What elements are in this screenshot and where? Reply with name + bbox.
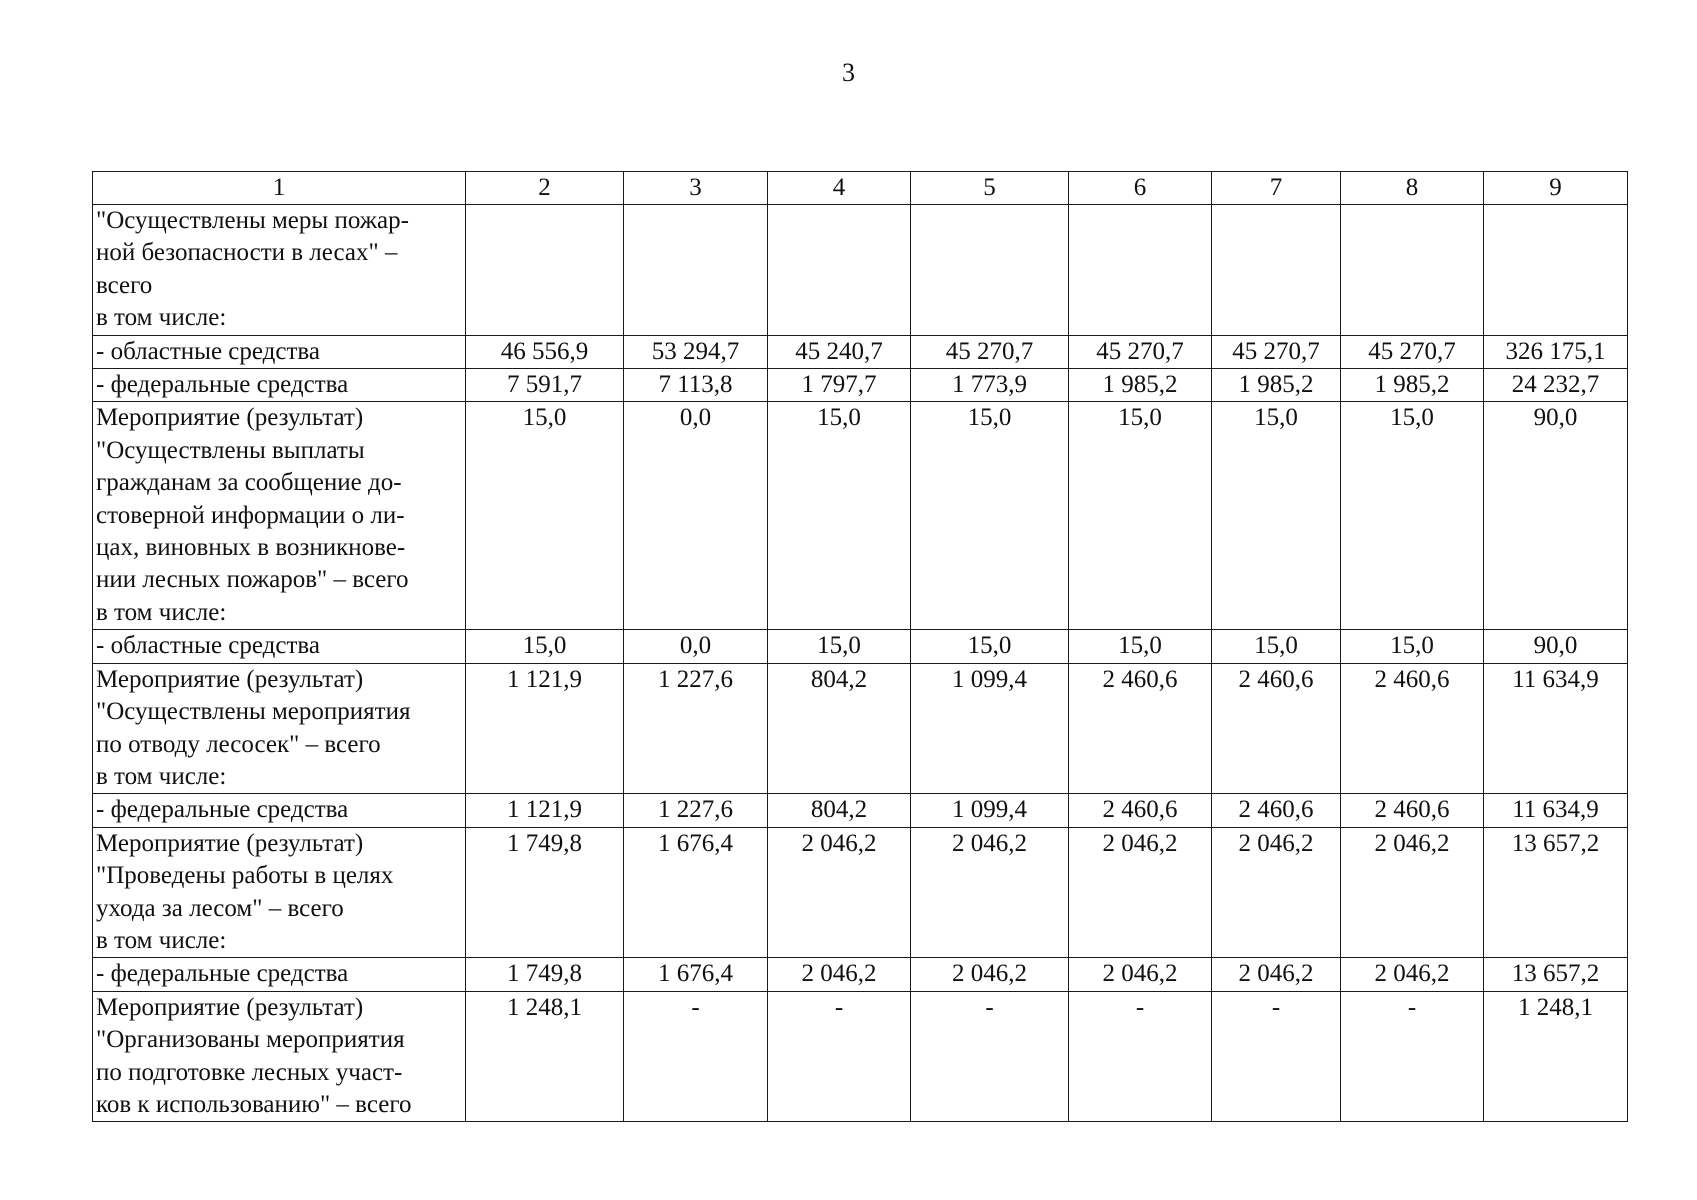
value-cell: 1 985,2	[1212, 369, 1341, 402]
value-cell: 2 460,6	[1341, 794, 1484, 827]
value-cell: 46 556,9	[466, 335, 624, 368]
row-label-line: "Осуществлены меры пожар-	[96, 207, 409, 234]
row-label-line: "Осуществлены мероприятия	[96, 698, 411, 726]
value-cell: 1 227,6	[624, 794, 768, 827]
value-cell: 90,0	[1484, 402, 1628, 630]
value-cell: 7 113,8	[624, 369, 768, 402]
row-label	[93, 402, 466, 630]
row-label-line: по подготовке лесных участ-	[96, 1058, 403, 1086]
column-header-9: 9	[1484, 172, 1628, 205]
value-cell: 2 046,2	[1212, 827, 1341, 958]
row-label	[93, 335, 466, 368]
value-cell: 2 046,2	[768, 827, 911, 958]
value-cell: 1 797,7	[768, 369, 911, 402]
row-label-line: цах, виновных в возникнове-	[96, 534, 406, 562]
value-cell	[1069, 205, 1212, 336]
value-cell: 1 099,4	[911, 663, 1069, 794]
value-cell: 2 046,2	[1341, 958, 1484, 991]
table-row	[93, 402, 1628, 630]
row-label-line: - областные средства	[96, 632, 320, 660]
row-label-line: гражданам за сообщение до-	[96, 469, 402, 497]
row-label-line: Мероприятие (результат)	[96, 404, 364, 432]
row-label-line: ухода за лесом" – всего	[96, 894, 344, 922]
table-row	[93, 630, 1628, 663]
value-cell: 2 460,6	[1069, 663, 1212, 794]
value-cell: 15,0	[768, 630, 911, 663]
column-header-8: 8	[1341, 172, 1484, 205]
value-cell: 1 227,6	[624, 663, 768, 794]
row-label-line: - федеральные средства	[96, 371, 349, 399]
table-row	[93, 827, 1628, 958]
value-cell	[1212, 205, 1341, 336]
value-cell	[1341, 205, 1484, 336]
row-label-line: Мероприятие (результат)	[96, 829, 364, 857]
value-cell: 45 270,7	[911, 335, 1069, 368]
value-cell: 1 985,2	[1341, 369, 1484, 402]
row-label	[93, 991, 466, 1122]
value-cell	[911, 205, 1069, 336]
column-header-5: 5	[911, 172, 1069, 205]
row-label-line: Мероприятие (результат)	[96, 993, 364, 1021]
value-cell: 1 749,8	[466, 958, 624, 991]
header-row	[93, 172, 1628, 205]
row-label-line: "Организованы мероприятия	[96, 1026, 405, 1054]
value-cell: 1 099,4	[911, 794, 1069, 827]
value-cell: 24 232,7	[1484, 369, 1628, 402]
column-header-2: 2	[466, 172, 624, 205]
value-cell: -	[624, 991, 768, 1122]
value-cell	[624, 205, 768, 336]
value-cell: 7 591,7	[466, 369, 624, 402]
value-cell: 15,0	[911, 402, 1069, 630]
row-label-line: в том числе:	[96, 762, 227, 790]
row-label-line: ков к использованию" – всего	[96, 1090, 412, 1118]
table-row	[93, 369, 1628, 402]
value-cell: 15,0	[911, 630, 1069, 663]
row-label-line: Мероприятие (результат)	[96, 665, 364, 693]
row-label	[93, 369, 466, 402]
value-cell: 1 773,9	[911, 369, 1069, 402]
row-label-line: ной безопасности в лесах" –	[96, 239, 398, 267]
row-label-line: в том числе:	[96, 304, 227, 332]
value-cell: 1 749,8	[466, 827, 624, 958]
value-cell: 2 046,2	[1341, 827, 1484, 958]
value-cell: 2 460,6	[1069, 794, 1212, 827]
budget-table-container	[92, 171, 1628, 1122]
value-cell: 45 270,7	[1069, 335, 1212, 368]
budget-table	[92, 171, 1628, 1122]
value-cell: -	[911, 991, 1069, 1122]
value-cell: 2 046,2	[1069, 958, 1212, 991]
value-cell: 15,0	[1069, 402, 1212, 630]
row-label-line: - федеральные средства	[96, 796, 349, 824]
row-label-line: всего	[96, 271, 153, 299]
row-label-line: в том числе:	[96, 598, 227, 626]
value-cell: 2 460,6	[1212, 794, 1341, 827]
row-label	[93, 630, 466, 663]
value-cell: 2 460,6	[1341, 663, 1484, 794]
value-cell: 1 121,9	[466, 663, 624, 794]
value-cell: 15,0	[768, 402, 911, 630]
table-body	[93, 172, 1628, 1122]
value-cell: 11 634,9	[1484, 663, 1628, 794]
row-label-line: - областные средства	[96, 337, 320, 365]
value-cell: 15,0	[466, 402, 624, 630]
column-header-3: 3	[624, 172, 768, 205]
value-cell: 1 248,1	[466, 991, 624, 1122]
row-label	[93, 794, 466, 827]
value-cell: 15,0	[466, 630, 624, 663]
row-label-line: стоверной информации о ли-	[96, 501, 405, 529]
value-cell: 1 676,4	[624, 827, 768, 958]
value-cell: 804,2	[768, 663, 911, 794]
row-label-line: "Осуществлены выплаты	[96, 436, 365, 464]
page-number: 3	[842, 58, 855, 87]
column-header-1: 1	[93, 172, 466, 205]
column-header-7: 7	[1212, 172, 1341, 205]
value-cell: 1 985,2	[1069, 369, 1212, 402]
value-cell: -	[1341, 991, 1484, 1122]
value-cell: 1 248,1	[1484, 991, 1628, 1122]
value-cell: 2 046,2	[911, 827, 1069, 958]
value-cell: 0,0	[624, 402, 768, 630]
column-header-4: 4	[768, 172, 911, 205]
value-cell: 1 676,4	[624, 958, 768, 991]
value-cell: 13 657,2	[1484, 827, 1628, 958]
value-cell: -	[1212, 991, 1341, 1122]
value-cell: 2 460,6	[1212, 663, 1341, 794]
value-cell: 45 240,7	[768, 335, 911, 368]
row-label-line: по отводу лесосек" – всего	[96, 730, 381, 758]
table-row	[93, 335, 1628, 368]
value-cell: 15,0	[1341, 402, 1484, 630]
value-cell: 0,0	[624, 630, 768, 663]
value-cell: 53 294,7	[624, 335, 768, 368]
value-cell: -	[1069, 991, 1212, 1122]
value-cell: 15,0	[1069, 630, 1212, 663]
row-label	[93, 958, 466, 991]
value-cell: 15,0	[1212, 402, 1341, 630]
value-cell: 326 175,1	[1484, 335, 1628, 368]
table-row	[93, 205, 1628, 336]
row-label	[93, 827, 466, 958]
table-row	[93, 794, 1628, 827]
value-cell	[466, 205, 624, 336]
value-cell: 45 270,7	[1341, 335, 1484, 368]
value-cell: 2 046,2	[768, 958, 911, 991]
row-label	[93, 205, 466, 336]
value-cell: 15,0	[1212, 630, 1341, 663]
value-cell: 2 046,2	[1212, 958, 1341, 991]
row-label	[93, 663, 466, 794]
value-cell: 15,0	[1341, 630, 1484, 663]
value-cell: 90,0	[1484, 630, 1628, 663]
value-cell: 1 121,9	[466, 794, 624, 827]
table-row	[93, 958, 1628, 991]
value-cell: 11 634,9	[1484, 794, 1628, 827]
value-cell: 13 657,2	[1484, 958, 1628, 991]
row-label-line: нии лесных пожаров" – всего	[96, 566, 409, 594]
value-cell	[1484, 205, 1628, 336]
value-cell: 45 270,7	[1212, 335, 1341, 368]
value-cell: 2 046,2	[1069, 827, 1212, 958]
value-cell: 804,2	[768, 794, 911, 827]
table-row	[93, 991, 1628, 1122]
value-cell: -	[768, 991, 911, 1122]
row-label-line: - федеральные средства	[96, 960, 349, 988]
row-label-line: в том числе:	[96, 926, 227, 954]
value-cell: 2 046,2	[911, 958, 1069, 991]
value-cell	[768, 205, 911, 336]
table-row	[93, 663, 1628, 794]
row-label-line: "Проведены работы в целях	[96, 862, 394, 890]
column-header-6: 6	[1069, 172, 1212, 205]
